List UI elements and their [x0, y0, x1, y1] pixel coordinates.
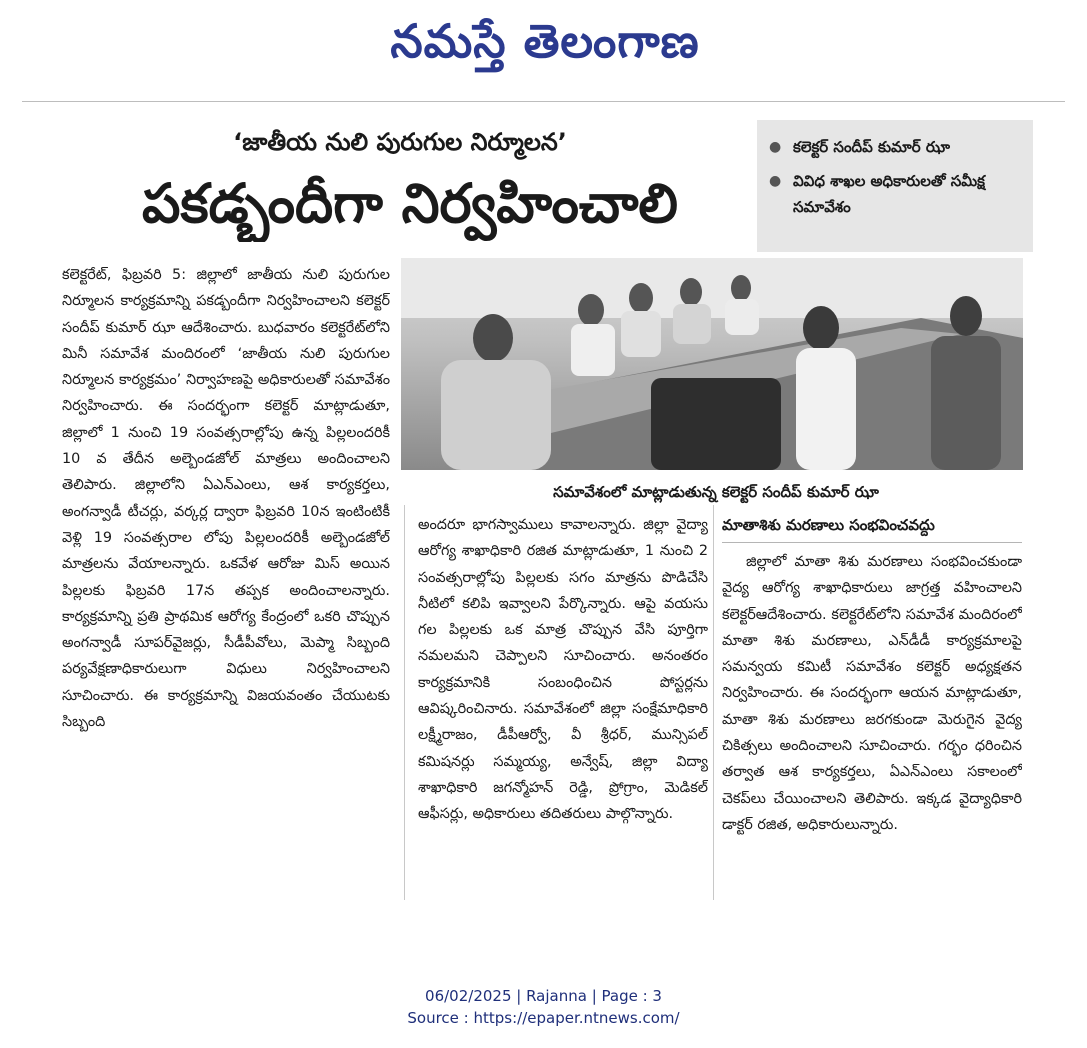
- footer-source: Source : https://epaper.ntnews.com/: [407, 1009, 680, 1027]
- highlights-box: [757, 120, 1033, 252]
- masthead-logo: నమస్తే తెలంగాణ: [390, 14, 700, 68]
- article-column-1: [62, 262, 390, 904]
- bullet-icon: ●: [769, 139, 782, 155]
- article-column-2: [418, 512, 708, 904]
- article-column-3: [722, 512, 1022, 904]
- article-kicker: ‘జాతీయ నులి పురుగుల నిర్మూలన’: [233, 128, 567, 156]
- body-paragraph: అందరూ భాగస్వాములు కావాలన్నారు. జిల్లా వైద్యా ఆరోగ్య శాఖాధికారి రజిత మాట్లాడుతూ, 1 నుంచి 2 సంవత్సరాల్లోపు పిల్లలకు సగం మాత్రను పొడిచేసి నీటిలో కలిపి ఇవ్వాలని పేర్కొన్నారు. ఆపై వయసు గల పిల్లలకు ఒక మాత్ర చొప్పున వేసి పూర్తిగా నమలమని చెప్పాలని సూచించారు. అనంతరం కార్యక్రమానికి సంబంధించిన పోస్టర్లను ఆవిష్కరించినారు. సమావేశంలో జిల్లా సంక్షేమాధికారి లక్ష్మీరాజం, డీపీఆర్వో, వీ శ్రీధర్, మున్సిపల్ కమిషనర్లు సమ్మయ్య, అన్వేష్, జిల్లా విద్యా శాఖాధికారి జగన్మోహన్ రెడ్డి, ప్రోగ్రాం, మెడికల్ ఆఫీసర్లు, అధికారులు తదితరులు పాల్గొన్నారు.: [418, 517, 708, 823]
- article-headline: పకడ్బందీగా నిర్వహించాలి: [142, 172, 678, 235]
- body-paragraph: జిల్లాలో మాతా శిశు మరణాలు సంభవించకుండా వైద్య ఆరోగ్య శాఖాధికారులు జాగ్రత్త వహించాలని కలెక్టర్ఆదేశించారు. కలెక్టరేట్‌లోని సమావేశ మందిరంలో మాతా శిశు మరణాలు, ఎన్‌డీడీ కార్యక్రమాలపై సమన్వయ కమిటీ సమావేశం కలెక్టర్ అధ్యక్షతన నిర్వహించారు. ఈ సందర్భంగా ఆయన మాట్లాడుతూ, మాతా శిశు మరణాలు జరగకుండా మెరుగైన వైద్య చికిత్సలు అందించాలని సూచించారు. గర్భం ధరించిన తర్వాత ఆశ కార్యకర్తలు, ఏఎన్ఎంలు సకాలంలో చెకప్‌లు చేయించాలని తెలిపారు. ఇక్కడ వైద్యాధికారి డాక్టర్ రజిత, అధికారులున్నారు.: [722, 554, 1022, 833]
- highlight-item: [769, 134, 1023, 160]
- article-photo: [401, 258, 1023, 470]
- column-divider: [713, 505, 714, 900]
- highlight-text: కలెక్టర్ సందీప్ కుమార్ ఝా: [793, 138, 950, 156]
- highlight-item: [769, 168, 1023, 220]
- photo-caption: సమావేశంలో మాట్లాడుతున్న కలెక్టర్ సందీప్ కుమార్ ఝా: [553, 483, 879, 501]
- bullet-icon: ●: [769, 173, 782, 189]
- masthead-divider: [22, 101, 1065, 102]
- column-divider: [404, 505, 405, 900]
- footer-date-page: 06/02/2025 | Rajanna | Page : 3: [425, 987, 662, 1005]
- body-paragraph: కలెక్టరేట్, ఫిబ్రవరి 5: జిల్లాలో జాతీయ నులి పురుగుల నిర్మూలన కార్యక్రమాన్ని పకడ్బందీగా నిర్వహించాలని కలెక్టర్ సందీప్ కుమార్ ఝా ఆదేశించారు. బుధవారం కలెక్టరేట్‌లోని మినీ సమావేశ మందిరంలో ‘జాతీయ నులి పురుగుల నిర్మూలన కార్యక్రమం’ నిర్వాహణపై అధికారులతో సమావేశం నిర్వహించారు. ఈ సందర్భంగా కలెక్టర్ మాట్లాడుతూ, జిల్లాలో 1 నుంచి 19 సంవత్సరాల్లోపు ఉన్న పిల్లలందరికీ 10 వ తేదీన అల్బెండజోల్ మాత్రలు అందించాలని తెలిపారు. జిల్లాలోని ఏఎన్ఎంలు, ఆశ కార్యకర్తలు, అంగన్వాడీ టీచర్లు, వర్కర్ల ద్వారా ఫిబ్రవరి 10న ఇంటింటికీ వెళ్లి 19 సంవత్సరాల లోపు పిల్లలందరికీ అల్బెండజోల్ మాత్రలను వేయాలన్నారు. ఒకవేళ ఆరోజు మిస్ అయిన పిల్లలకు ఫిబ్రవరి 17న తప్పక అందించాలన్నారు. కార్యక్రమాన్ని ప్రతి ప్రాథమిక ఆరోగ్య కేంద్రంలో ఒకరి చొప్పున అంగన్వాడీ సూపర్‌వైజర్లు, సీడీపీవోలు, మెప్మా సిబ్బంది పర్యవేక్షణాధికారులుగా విధులు నిర్వహించాలని సూచించారు. ఈ కార్యక్రమాన్ని విజయవంతం చేయుటకు సిబ్బంది: [62, 267, 390, 731]
- meeting-photo-illustration: [401, 258, 1023, 470]
- highlight-text: వివిధ శాఖల అధికారులతో సమీక్ష సమావేశం: [793, 172, 985, 216]
- sub-headline: మాతాశిశు మరణాలు సంభవించవద్దు: [722, 512, 1022, 543]
